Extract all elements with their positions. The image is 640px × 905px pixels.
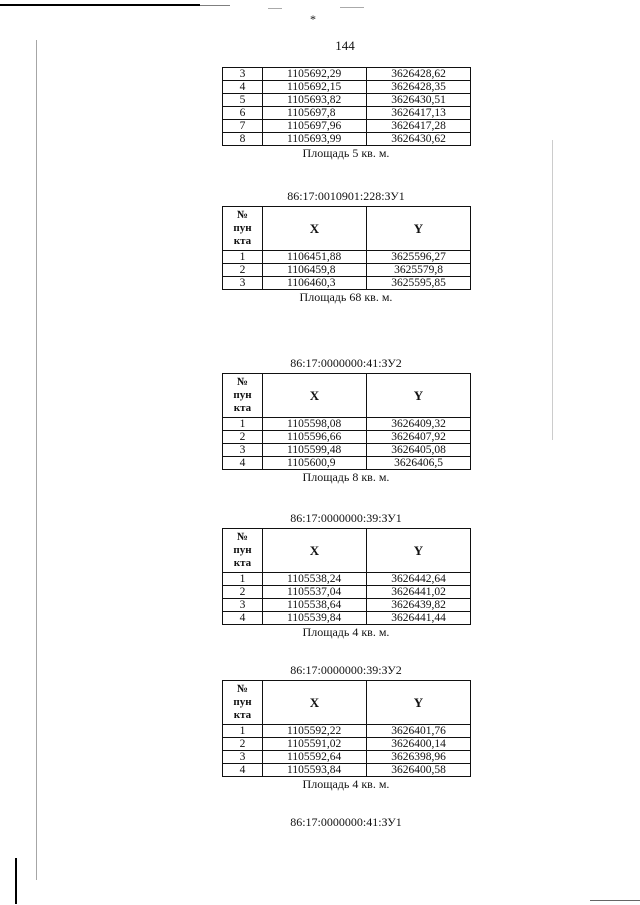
point-number-cell: 2: [223, 264, 263, 277]
x-cell: 1105692,15: [263, 81, 367, 94]
point-number-cell: 3: [223, 599, 263, 612]
y-cell: 3626428,35: [367, 81, 471, 94]
x-header: X: [263, 681, 367, 725]
point-number-cell: 1: [223, 725, 263, 738]
parcel-block: [222, 356, 470, 484]
x-cell: 1105599,48: [263, 444, 367, 457]
point-number-cell: 5: [223, 94, 263, 107]
x-cell: 1106451,88: [263, 251, 367, 264]
x-header: X: [263, 374, 367, 418]
point-number-cell: 2: [223, 431, 263, 444]
table-row: [223, 586, 471, 599]
parcel-id: 86:17:0010901:228:ЗУ1: [287, 189, 405, 203]
x-cell: 1105693,99: [263, 133, 367, 146]
point-number-cell: 6: [223, 107, 263, 120]
scan-mark: *: [310, 12, 316, 26]
point-number-cell: 3: [223, 68, 263, 81]
y-cell: 3625595,85: [367, 277, 471, 290]
point-number-cell: 1: [223, 251, 263, 264]
point-number-cell: 1: [223, 418, 263, 431]
y-cell: 3626442,64: [367, 573, 471, 586]
y-cell: 3626441,44: [367, 612, 471, 625]
area-caption: Площадь 4 кв. м.: [302, 777, 390, 791]
table-row: [223, 457, 471, 470]
parcel-block: [222, 663, 470, 791]
x-cell: 1106460,3: [263, 277, 367, 290]
y-cell: 3626401,76: [367, 725, 471, 738]
scan-artifact-left-line: [36, 40, 37, 880]
point-number-header: № пун кта: [223, 529, 263, 573]
x-cell: 1105692,29: [263, 68, 367, 81]
x-cell: 1105538,24: [263, 573, 367, 586]
point-number-cell: 4: [223, 612, 263, 625]
table-header-row: [223, 207, 471, 251]
x-cell: 1105593,84: [263, 764, 367, 777]
y-header: Y: [367, 374, 471, 418]
scan-artifact-top-line-2: [200, 5, 230, 6]
table-row: [223, 120, 471, 133]
table-row: [223, 612, 471, 625]
table-header-row: [223, 374, 471, 418]
scan-artifact-right-line: [552, 140, 553, 440]
table-row: [223, 444, 471, 457]
scan-speck: [340, 7, 364, 8]
x-cell: 1105697,8: [263, 107, 367, 120]
x-header: X: [263, 207, 367, 251]
point-number-cell: 4: [223, 457, 263, 470]
y-cell: 3626407,92: [367, 431, 471, 444]
x-cell: 1105596,66: [263, 431, 367, 444]
area-caption: Площадь 8 кв. м.: [302, 470, 390, 484]
table-header-row: [223, 681, 471, 725]
point-number-header: № пун кта: [223, 681, 263, 725]
top-coordinates-table: [222, 67, 471, 146]
table-row: [223, 264, 471, 277]
y-header: Y: [367, 207, 471, 251]
point-number-cell: 7: [223, 120, 263, 133]
y-cell: 3626417,28: [367, 120, 471, 133]
table-row: [223, 277, 471, 290]
trailing-parcel-id: 86:17:0000000:41:ЗУ1: [290, 815, 402, 829]
y-cell: 3625579,8: [367, 264, 471, 277]
point-number-cell: 3: [223, 277, 263, 290]
point-number-cell: 1: [223, 573, 263, 586]
area-caption: Площадь 4 кв. м.: [302, 625, 390, 639]
scan-speck: [268, 8, 282, 9]
point-number-cell: 3: [223, 751, 263, 764]
y-cell: 3626441,02: [367, 586, 471, 599]
x-cell: 1105538,64: [263, 599, 367, 612]
y-cell: 3626430,51: [367, 94, 471, 107]
parcel-id: 86:17:0000000:41:ЗУ2: [290, 356, 402, 370]
y-cell: 3626400,58: [367, 764, 471, 777]
scan-artifact-left-mark: [15, 858, 17, 904]
y-cell: 3626409,32: [367, 418, 471, 431]
coordinates-table: [222, 528, 471, 625]
x-cell: 1105539,84: [263, 612, 367, 625]
y-cell: 3626417,13: [367, 107, 471, 120]
point-number-cell: 2: [223, 738, 263, 751]
table-row: [223, 94, 471, 107]
point-number-cell: 4: [223, 81, 263, 94]
y-cell: 3626398,96: [367, 751, 471, 764]
parcel-block: [222, 189, 470, 304]
point-number-header: № пун кта: [223, 207, 263, 251]
x-cell: 1105697,96: [263, 120, 367, 133]
y-header: Y: [367, 529, 471, 573]
y-cell: 3626430,62: [367, 133, 471, 146]
point-number-cell: 8: [223, 133, 263, 146]
y-cell: 3626439,82: [367, 599, 471, 612]
table-row: [223, 751, 471, 764]
page-number: 144: [335, 38, 355, 53]
y-cell: 3626400,14: [367, 738, 471, 751]
coordinates-table: [222, 373, 471, 470]
table-header-row: [223, 529, 471, 573]
table-row: [223, 431, 471, 444]
table-row: [223, 81, 471, 94]
x-cell: 1105537,04: [263, 586, 367, 599]
x-header: X: [263, 529, 367, 573]
point-number-cell: 4: [223, 764, 263, 777]
point-number-cell: 2: [223, 586, 263, 599]
coordinates-table: [222, 206, 471, 290]
y-cell: 3625596,27: [367, 251, 471, 264]
table-row: [223, 107, 471, 120]
table-row: [223, 764, 471, 777]
parcel-id: 86:17:0000000:39:ЗУ1: [290, 511, 402, 525]
scan-artifact-top-line: [0, 4, 200, 6]
table-row: [223, 133, 471, 146]
top-coordinates-block: [222, 67, 470, 160]
scan-artifact-bottom-line: [590, 900, 640, 901]
x-cell: 1105592,64: [263, 751, 367, 764]
x-cell: 1105591,02: [263, 738, 367, 751]
table-row: [223, 251, 471, 264]
y-header: Y: [367, 681, 471, 725]
x-cell: 1105600,9: [263, 457, 367, 470]
parcel-block: [222, 511, 470, 639]
table-row: [223, 725, 471, 738]
table-row: [223, 68, 471, 81]
x-cell: 1106459,8: [263, 264, 367, 277]
table-row: [223, 738, 471, 751]
coordinates-table: [222, 680, 471, 777]
parcel-id: 86:17:0000000:39:ЗУ2: [290, 663, 402, 677]
table-row: [223, 599, 471, 612]
y-cell: 3626406,5: [367, 457, 471, 470]
y-cell: 3626405,08: [367, 444, 471, 457]
x-cell: 1105592,22: [263, 725, 367, 738]
x-cell: 1105693,82: [263, 94, 367, 107]
point-number-cell: 3: [223, 444, 263, 457]
table-row: [223, 573, 471, 586]
y-cell: 3626428,62: [367, 68, 471, 81]
point-number-header: № пун кта: [223, 374, 263, 418]
area-caption: Площадь 5 кв. м.: [302, 146, 390, 160]
area-caption: Площадь 68 кв. м.: [299, 290, 393, 304]
table-row: [223, 418, 471, 431]
x-cell: 1105598,08: [263, 418, 367, 431]
